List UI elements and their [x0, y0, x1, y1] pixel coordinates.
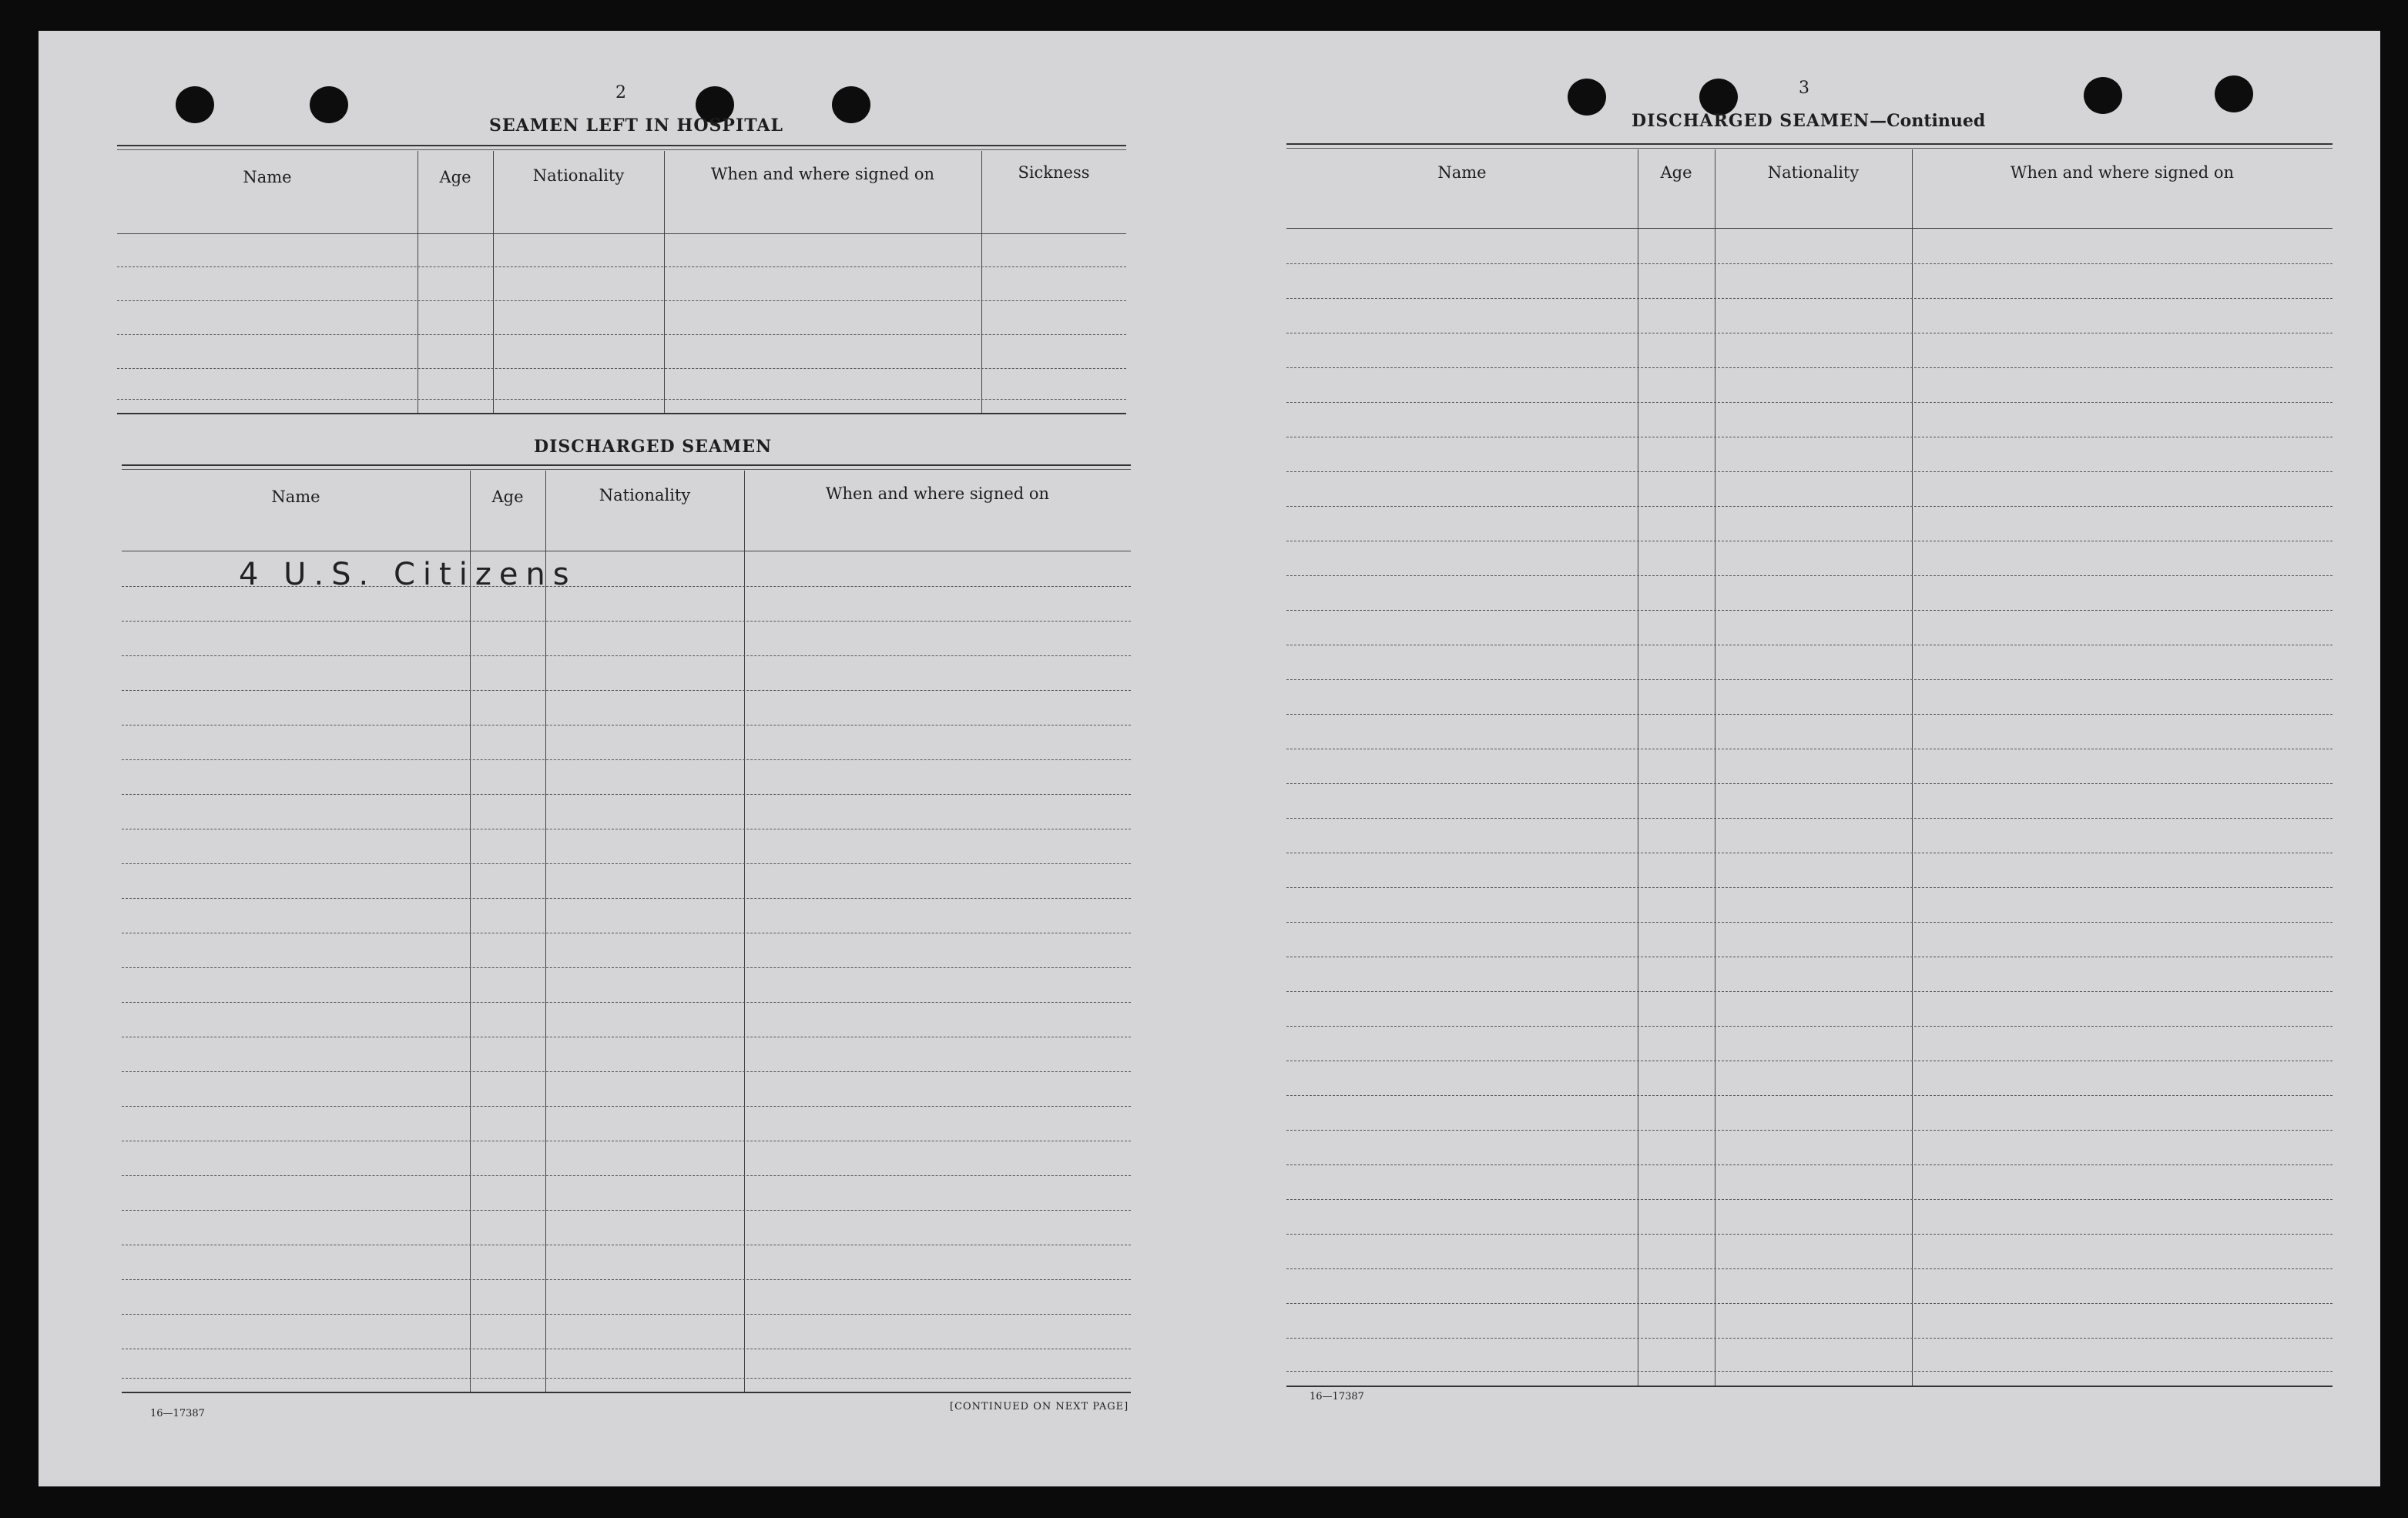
- punch-hole: [2084, 77, 2122, 114]
- col-header-name: Name: [1437, 163, 1487, 182]
- continued-note: [CONTINUED ON NEXT PAGE]: [950, 1401, 1129, 1412]
- punch-hole: [2215, 75, 2253, 112]
- punch-hole: [310, 86, 348, 123]
- col-header-name: Name: [271, 488, 320, 506]
- hospital-section-title: SEAMEN LEFT IN HOSPITAL: [489, 116, 783, 136]
- title-main: DISCHARGED SEAMEN: [1632, 111, 1870, 131]
- page-number: 2: [615, 83, 626, 102]
- col-header-when-where: When and where signed on: [710, 165, 935, 183]
- col-header-age: Age: [1660, 163, 1692, 182]
- col-header-nationality: Nationality: [1767, 163, 1860, 182]
- punch-hole: [176, 86, 214, 123]
- col-header-when-where: When and where signed on: [825, 484, 1050, 503]
- discharged-table: [122, 464, 1131, 1435]
- col-header-name: Name: [243, 168, 292, 186]
- punch-hole: [1699, 79, 1738, 116]
- discharged-section-title: DISCHARGED SEAMEN: [534, 437, 773, 457]
- col-header-age: Age: [439, 168, 471, 186]
- title-suffix: —Continued: [1870, 111, 1986, 131]
- col-header-sickness: Sickness: [1018, 163, 1090, 182]
- punch-hole: [832, 86, 870, 123]
- hospital-table: [117, 145, 1126, 445]
- document-sheet: [39, 31, 2380, 1486]
- col-header-nationality: Nationality: [599, 486, 691, 504]
- page-number: 3: [1799, 79, 1809, 98]
- col-header-age: Age: [491, 488, 524, 506]
- discharged-continued-table: [1286, 143, 2333, 1422]
- punch-hole: [1568, 79, 1606, 116]
- form-number: 16—17387: [1310, 1391, 1364, 1402]
- handwritten-entry: 4 U.S. Citizens: [239, 557, 577, 592]
- col-header-nationality: Nationality: [532, 166, 625, 185]
- discharged-continued-title: [1632, 111, 1985, 131]
- col-header-when-where: When and where signed on: [2010, 163, 2235, 182]
- form-number: 16—17387: [150, 1408, 205, 1419]
